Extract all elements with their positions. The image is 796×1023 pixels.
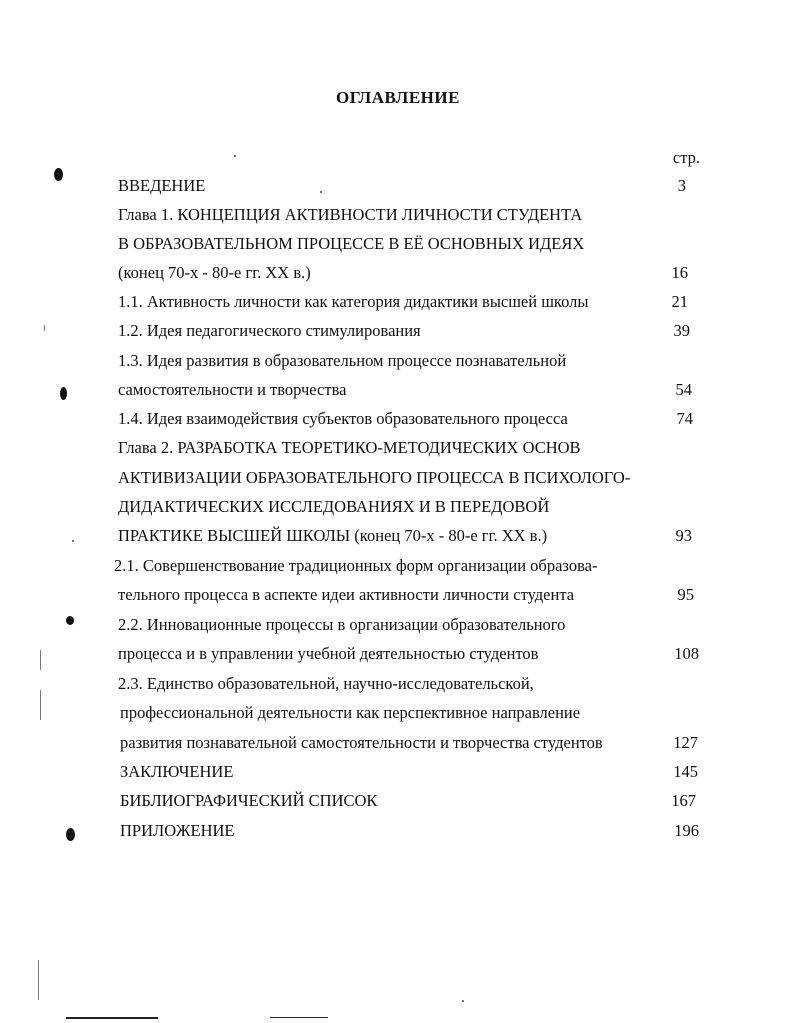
scan-speck [44, 325, 45, 331]
toc-entry-conclusion: ЗАКЛЮЧЕНИЕ [120, 762, 234, 781]
toc-entry-chapter-2: Глава 2. РАЗРАБОТКА ТЕОРЕТИКО-МЕТОДИЧЕСКИХ ОСНОВ [118, 438, 581, 457]
toc-entry-chapter-1: Глава 1. КОНЦЕПЦИЯ АКТИВНОСТИ ЛИЧНОСТИ СТУДЕНТА [118, 205, 583, 224]
toc-page-number: 16 [671, 263, 688, 282]
toc-entry-2-1: 2.1. Совершенствование традиционных форм организации образова- [114, 556, 598, 575]
scan-speck [320, 191, 322, 193]
toc-page-number: 54 [675, 380, 692, 399]
toc-page-number: 21 [671, 292, 688, 311]
toc-entry-1-3-cont: самостоятельности и творчества [118, 380, 347, 399]
scan-speck [234, 155, 236, 157]
toc-page-number: 39 [673, 321, 690, 340]
toc-page-number: 108 [674, 644, 699, 663]
toc-entry-chapter-1-cont: В ОБРАЗОВАТЕЛЬНОМ ПРОЦЕССЕ В ЕЁ ОСНОВНЫХ ИДЕЯХ [118, 234, 585, 253]
toc-entry-1-1: 1.1. Активность личности как категория дидактики высшей школы [118, 292, 589, 311]
toc-entry-chapter-2-cont-3: ПРАКТИКЕ ВЫСШЕЙ ШКОЛЫ (конец 70-х - 80-е гг. XX в.) [118, 526, 548, 545]
punch-hole-mark [66, 828, 75, 841]
page-title: ОГЛАВЛЕНИЕ [336, 88, 460, 107]
toc-entry-2-2-cont: процесса и в управлении учебной деятельностью студентов [118, 644, 539, 663]
toc-page-number: 167 [671, 791, 696, 810]
scan-edge-line [270, 1017, 328, 1018]
toc-entry-2-3-cont-1: профессиональной деятельности как перспективное направление [120, 703, 581, 722]
punch-hole-mark [66, 616, 74, 625]
punch-hole-mark [54, 168, 63, 181]
toc-entry-bibliography: БИБЛИОГРАФИЧЕСКИЙ СПИСОК [120, 791, 378, 810]
toc-page-number: 3 [677, 176, 686, 195]
toc-page-number: 145 [673, 762, 698, 781]
scan-speck [38, 960, 39, 1000]
toc-entry-2-3-cont-2: развития познавательной самостоятельности и творчества студентов [120, 733, 603, 752]
scan-speck [40, 690, 41, 720]
scan-speck [72, 540, 74, 542]
toc-entry-introduction: ВВЕДЕНИЕ [118, 176, 206, 195]
toc-entry-appendix: ПРИЛОЖЕНИЕ [120, 821, 235, 840]
toc-entry-1-4: 1.4. Идея взаимодействия субъектов образовательного процесса [118, 409, 568, 428]
toc-entry-1-2: 1.2. Идея педагогического стимулирования [118, 321, 421, 340]
scan-edge-line [66, 1017, 158, 1019]
toc-entry-2-3: 2.3. Единство образовательной, научно-исследовательской, [118, 674, 534, 693]
scan-speck [462, 1000, 464, 1002]
toc-entry-1-3: 1.3. Идея развития в образовательном процессе познавательной [118, 351, 567, 370]
toc-page-number: 196 [674, 821, 699, 840]
scan-speck [40, 650, 41, 670]
toc-entry-chapter-1-period: (конец 70-х - 80-е гг. XX в.) [118, 263, 311, 282]
toc-page-number: 74 [676, 409, 693, 428]
page-column-header: стр. [672, 148, 700, 167]
toc-page-number: 93 [675, 526, 692, 545]
toc-entry-chapter-2-cont-1: АКТИВИЗАЦИИ ОБРАЗОВАТЕЛЬНОГО ПРОЦЕССА В ПСИХОЛОГО- [118, 468, 631, 487]
toc-page-number: 127 [673, 733, 698, 752]
toc-entry-2-2: 2.2. Инновационные процессы в организации образовательного [118, 615, 566, 634]
punch-hole-mark [60, 387, 67, 400]
toc-page-number: 95 [677, 585, 694, 604]
toc-entry-chapter-2-cont-2: ДИДАКТИЧЕСКИХ ИССЛЕДОВАНИЯХ И В ПЕРЕДОВОЙ [118, 497, 550, 516]
toc-entry-2-1-cont: тельного процесса в аспекте идеи активности личности студента [118, 585, 575, 604]
